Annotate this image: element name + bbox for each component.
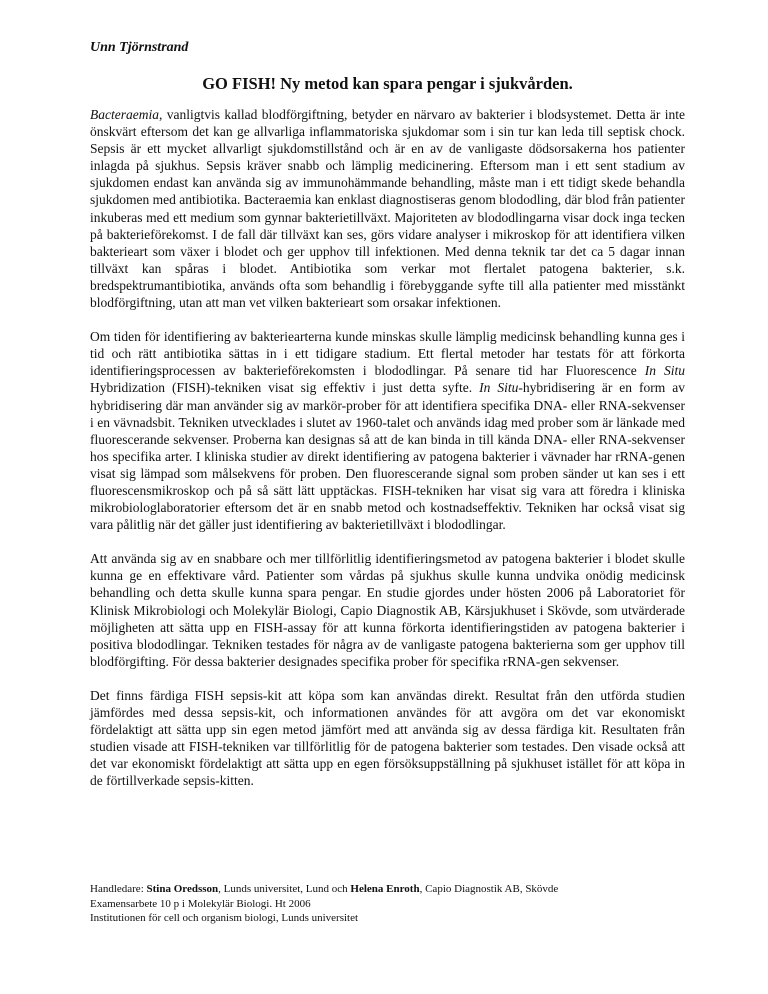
italic-term: In Situ: [479, 380, 519, 396]
text-run: Hybridization (FISH)-tekniken visat sig effektiv i just detta syfte.: [90, 380, 480, 396]
bold-name: Helena Enroth: [350, 883, 420, 895]
footer-supervisors: [90, 882, 685, 897]
text-run: Handledare:: [90, 883, 147, 895]
paragraph-3: [90, 550, 685, 670]
paragraph-4: [90, 687, 685, 790]
footer-thesis-info: Examensarbete 10 p i Molekylär Biologi. Ht 2006: [90, 897, 311, 910]
text-run: Om tiden för identifiering av bakteriearterna kunde minskas skulle lämplig medicinsk behandling kunna ges i tid och rätt antibiotika sättas in i ett tidigare stadium. Ett flertal metoder har testats för att förkorta identifieringsprocessen av bakterieförekomsten i blododlingar. På senare tid har Fluorescence: [90, 329, 685, 379]
text-run: , Lunds universitet, Lund och: [218, 883, 351, 895]
bold-name: Stina Oredsson: [146, 883, 219, 895]
author-name: Unn Tjörnstrand: [90, 40, 189, 55]
text-run: , vanligtvis kallad blodförgiftning, betyder en närvaro av bakterier i blodsystemet. Detta är inte önskvärt eftersom det kan ge allvarliga inflammatoriska sjukdomar som i sin tur kan leda till septisk chock. Sepsis är ett mycket allvarligt sjukdomstillstånd och är en av de vanligaste dödsorsakerna hos patienter inlagda på sjukhus. Sepsis kräver snabb och lämplig medicinering. Eftersom man i ett sent stadium av sjukdomen endast kan använda sig av immunohämmande behandling, måste man i ett tidigt skede behandla sjukdomen med antibiotika. Bacteraemia kan enklast diagnostiseras genom blododling, där blod från patienter inkuberas med ett medium som gynnar bakterietillväxt. Majoriteten av blododlingarna visar dock inga tecken på bakterieförekomst. I de fall där tillväxt kan ses, görs vidare analyser i mikroskop för att identifiera vilken bakterieart som växer i blodet och ger upphov till infektionen. Med denna teknik tar det ca 5 dagar innan tillväxt kan spåras i blodet. Antibiotika som verkar mot flertalet patogena bakterier, s.k. bredspektrumantibiotika, används ofta som behandlig i förebyggande syfte till alla patienter med misstänkt blodförgiftning, utan att man vet vilken bakterieart som orsakar infektionen.: [90, 107, 685, 311]
italic-term: In Situ: [644, 363, 685, 379]
text-run: , Capio Diagnostik AB, Skövde: [419, 883, 559, 895]
text-run: Att använda sig av en snabbare och mer tillförlitlig identifieringsmetod av patogena bakterier i blodet skulle kunna ge en effektivare vård. Patienter som vårdas på sjukhus skulle kunna undvika onödig medicinsk behandling och detta skulle kunna spara pengar. En studie gjordes under hösten 2006 på Laboratoriet för Klinisk Mikrobiologi och Molekylär Biologi, Capio Diagnostik AB, Kärsjukhuset i Skövde, som utvärderade möjligheten att sätta upp en FISH-assay för att kunna förkorta identifieringstiden av patogena bakterier i positiva blododlingar. Tekniken testades för några av de vanligaste patogena bakterierna som ger upphov till blodförgifting. För dessa bakterier designades specifika prober för specifika rRNA-gen sekvenser.: [90, 551, 685, 669]
article-body: [90, 106, 685, 806]
paragraph-2: [90, 328, 685, 533]
text-run: -hybridisering är en form av hybridisering där man använder sig av markör-prober för att identifiera specifika DNA- eller RNA-sekvenser i en vävnadsbit. Tekniken utvecklades i slutet av 1960-talet och används idag med prober som är länkade med fluorescerande sekvenser. Proberna kan designas så att de kan binda in till kända DNA- eller RNA-sekvenser hos specifika arter. I kliniska studier av direkt identifiering av patogena bakterier i vävnader har rRNA-genen visat sig lämpad som målsekvens för proben. Den fluorescerande signal som proben sänder ut kan ses i ett fluorescensmikroskop och på så sätt lätt upptäckas. FISH-tekniken har visat sig vara att föredra i kliniska mikrobiologlaboratorier eftersom det är en snabb metod och kostnadseffektiv. Tekniken har också visat sig vara pålitlig när det gäller just identifiering av bakterietillväxt i blododlingar.: [90, 380, 685, 533]
paragraph-1: [90, 106, 685, 311]
document-footer: [90, 882, 685, 926]
footer-institution: Institutionen för cell och organism biologi, Lunds universitet: [90, 912, 359, 925]
article-title: GO FISH! Ny metod kan spara pengar i sjukvården.: [202, 74, 573, 93]
text-run: Det finns färdiga FISH sepsis-kit att köpa som kan användas direkt. Resultat från den utförda studien jämfördes med dessa sepsis-kit, och informationen användes för att avgöra om det var ekonomiskt fördelaktigt att sätta upp sin egen metod jämfört med att använda sig av dessa färdiga kit. Resultaten från studien visade att FISH-tekniken var tillförlitlig för de patogena bakterier som testades. Den visade också att det var ekonomiskt fördelaktigt att sätta upp en egen försöksuppställning på sjukhuset istället för att köpa in de förtillverkade sepsis-kitten.: [90, 687, 685, 789]
italic-term: Bacteraemia: [90, 107, 159, 122]
